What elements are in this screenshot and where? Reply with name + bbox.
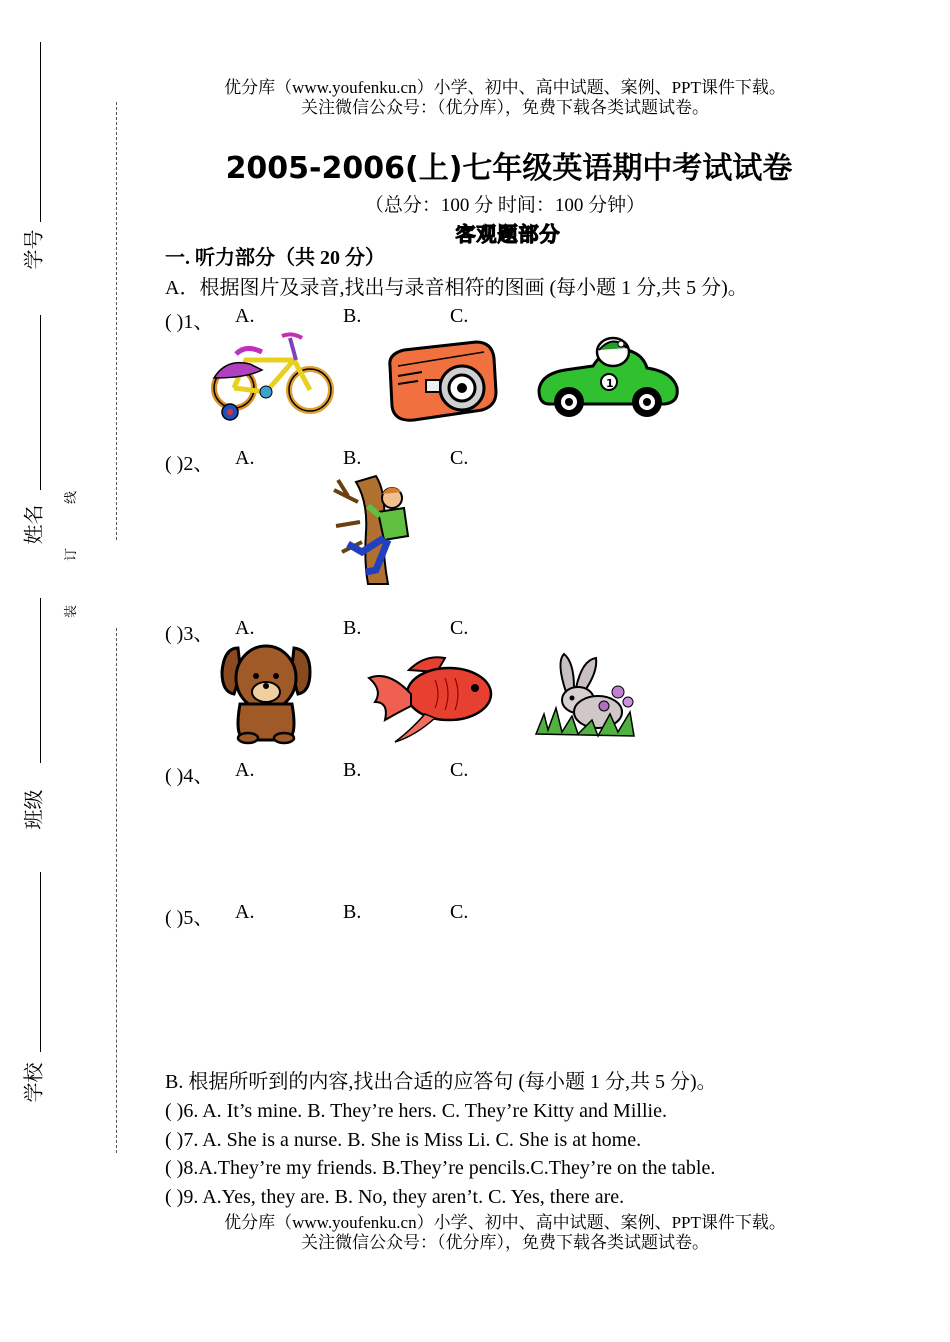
page-title: 2005-2006(上)七年级英语期中考试试卷 bbox=[225, 151, 793, 186]
svg-text:1: 1 bbox=[606, 377, 614, 390]
part1-heading: 一. 听力部分（共 20 分） bbox=[165, 247, 385, 269]
side-label-class: 班级 bbox=[23, 789, 46, 830]
header-line-2: 关注微信公众号：（优分库），免费下载各类试题试卷。 bbox=[301, 98, 709, 117]
dog-icon bbox=[218, 642, 314, 744]
section-badge: 客观题部分 bbox=[455, 222, 561, 246]
rabbit-icon bbox=[532, 652, 642, 740]
binding-char-3: 装 bbox=[63, 604, 79, 619]
option-c: C. bbox=[450, 759, 469, 781]
question-number[interactable]: ( )4、 bbox=[165, 765, 214, 787]
question-number[interactable]: ( )2、 bbox=[165, 453, 214, 475]
option-b: B. bbox=[343, 759, 362, 781]
option-b: B. bbox=[343, 447, 362, 469]
option-c: C. bbox=[450, 447, 469, 469]
option-a: A. bbox=[235, 447, 255, 469]
question-number[interactable]: ( )1、 bbox=[165, 311, 214, 333]
binding-char-2: 订 bbox=[63, 547, 79, 562]
partA-instruction: A．根据图片及录音,找出与录音相符的图画 (每小题 1 分,共 5 分)。 bbox=[165, 277, 748, 299]
footer-line-1: 优分库（www.youfenku.cn）小学、初中、高中试题、案例、PPT课件下载。 bbox=[224, 1213, 786, 1232]
binding-char-1: 线 bbox=[63, 490, 79, 505]
response-question-6[interactable]: ( )6. A. It’s mine. B. They’re hers. C. They’re Kitty and Millie. bbox=[165, 1100, 667, 1122]
option-a: A. bbox=[235, 617, 255, 639]
response-question-8[interactable]: ( )8.A.They’re my friends. B.They’re pencils.C.They’re on the table. bbox=[165, 1157, 716, 1179]
partB-instruction: B. 根据所听到的内容,找出合适的应答句 (每小题 1 分,共 5 分)。 bbox=[165, 1071, 717, 1093]
footer-line-2: 关注微信公众号：（优分库），免费下载各类试题试卷。 bbox=[301, 1233, 709, 1252]
option-c: C. bbox=[450, 617, 469, 639]
option-a: A. bbox=[235, 305, 255, 327]
option-c: C. bbox=[450, 305, 469, 327]
question-number[interactable]: ( )3、 bbox=[165, 623, 214, 645]
side-line-4 bbox=[40, 872, 41, 1052]
side-line-2 bbox=[40, 315, 41, 490]
side-label-student-no: 学号 bbox=[23, 229, 46, 270]
camera-icon bbox=[384, 336, 499, 424]
side-label-school: 学校 bbox=[23, 1062, 46, 1103]
side-label-name: 姓名 bbox=[23, 504, 46, 545]
question-number[interactable]: ( )5、 bbox=[165, 907, 214, 929]
side-line-3 bbox=[40, 598, 41, 763]
bicycle-icon bbox=[206, 330, 336, 425]
goldfish-icon bbox=[365, 650, 495, 744]
binding-dash-bottom bbox=[116, 628, 117, 1153]
option-b: B. bbox=[343, 901, 362, 923]
option-b: B. bbox=[343, 617, 362, 639]
option-a: A. bbox=[235, 901, 255, 923]
option-c: C. bbox=[450, 901, 469, 923]
response-question-7[interactable]: ( )7. A. She is a nurse. B. She is Miss Li. C. She is at home. bbox=[165, 1129, 642, 1151]
boy-climbing-tree-icon bbox=[328, 472, 416, 587]
option-b: B. bbox=[343, 305, 362, 327]
response-question-9[interactable]: ( )9. A.Yes, they are. B. No, they aren’t. C. Yes, there are. bbox=[165, 1186, 625, 1208]
race-car-icon bbox=[535, 332, 680, 424]
header-line-1: 优分库（www.youfenku.cn）小学、初中、高中试题、案例、PPT课件下载。 bbox=[224, 78, 786, 97]
subtitle: （总分：100 分 时间：100 分钟） bbox=[364, 195, 646, 216]
option-a: A. bbox=[235, 759, 255, 781]
